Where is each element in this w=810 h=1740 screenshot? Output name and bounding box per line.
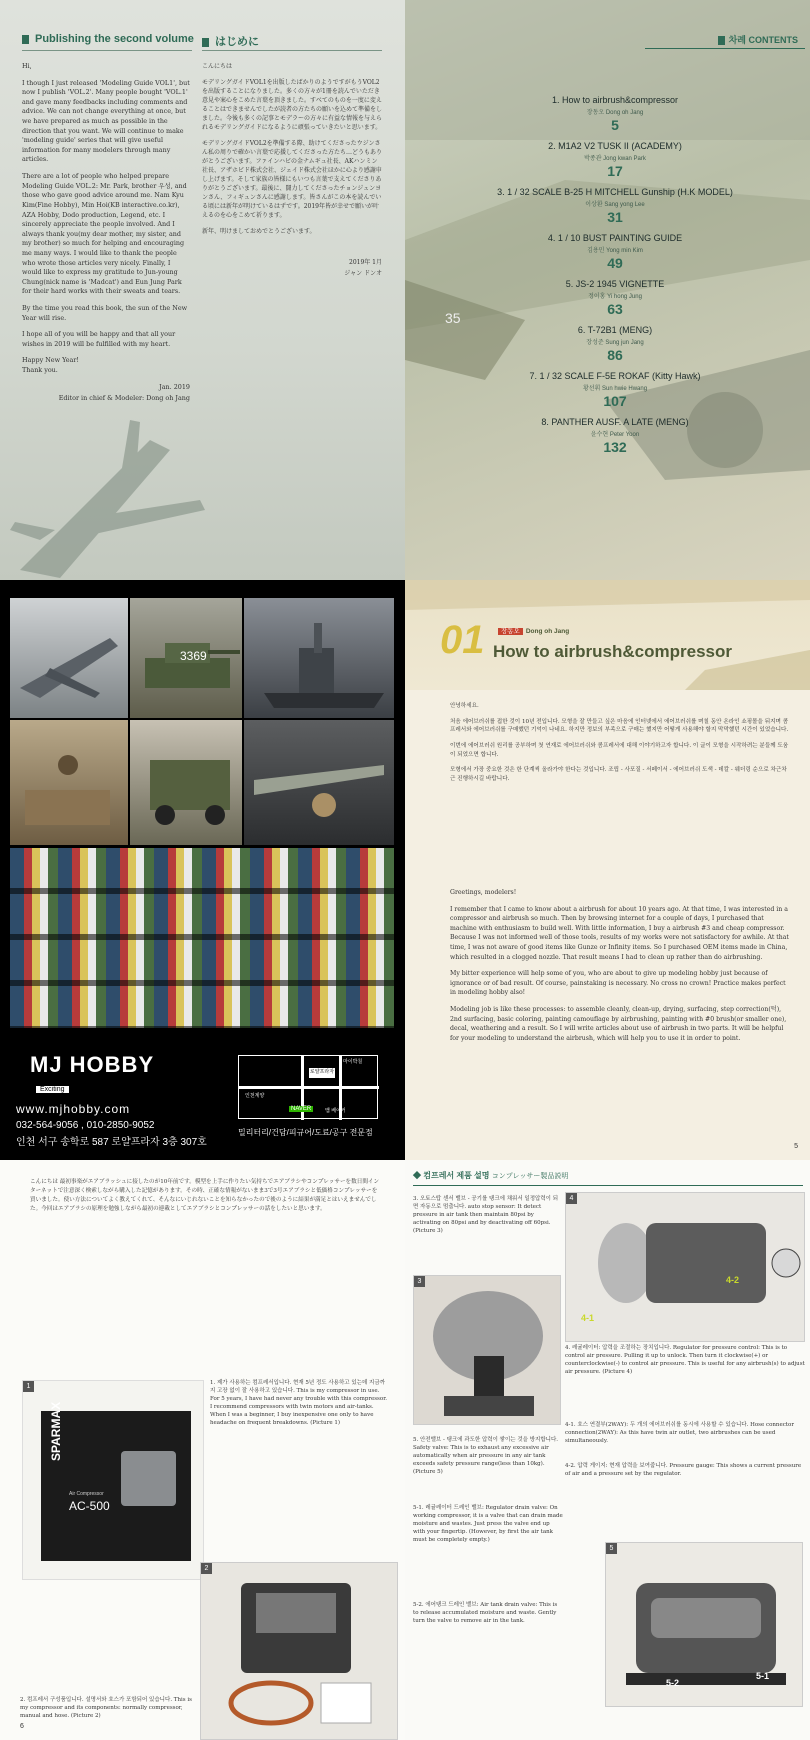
toc-item[interactable]: 4. 1 / 10 BUST PAINTING GUIDE 김용민 Yong min Kim 49 — [547, 233, 683, 271]
aircraft-number-label: 35 — [445, 310, 461, 326]
caption-picture-5-1: 5-1. 레귤레이터 드레인 밸브: Regulator drain valve: On working compressor, it is a valve that can drain made moisture and wastes. Just press the valve end up with your fingertip. (However, by first the air tank must be completely empty.) — [413, 1505, 563, 1543]
figure-aircraft-photo — [244, 720, 394, 845]
page-number: 5 — [794, 1143, 798, 1150]
caption-picture-2: 2. 컴프레서 구성품입니다. 설명서와 호스가 포함되어 있습니다. This is my compressor and its components: normally compressor, manual and hose. (Picture 2) — [20, 1697, 192, 1719]
website-link[interactable]: www.mjhobby.com — [16, 1102, 131, 1116]
toc-list — [465, 95, 765, 463]
title-marker-icon — [22, 35, 29, 44]
preface-jp-text: こんにちは モデリングガイドVOL1を出版したばかりのようですがもうVOL2を出版することになりました。多くの方々が1冊を読んでいただき意見や案心をこめた言葉を頂きました。すべてのものを一度に変えることはできませんでしたが読者の方たちの願いを込めて準備をしました。今後も多くの記事とモデラーの方々に有益な情報を与えられるモデリングガイドになるように頑張っていきたいと思います。 モデリングガイドVOL2を準備する際、助けてくださったウジンさん私の周りで確かい言葉で応援してくださった方たち…どうもありがとうございます。ファインハビの金ナムギュ社長、AKハンミン社長、アザホビド株式会社、ジェイド株式会社ほかに心より感謝申し上げます。そして家族の皆様にもいつも言葉で支えてくださりありがとうございます。最後に、闘力してくださったチョンジュンヨンさん、フィギュンさんに感謝します。皆さんがこの本を読んでいる頃には新年が明けているはずです。2019年皆が幸せで願いが叶えるのを心をこめて祈ります。 新年、明けましておめでとうございます。 2019年 1月 ジャン ドンオ — [202, 63, 383, 277]
preface-en-text: Hi, I though I just released 'Modeling Guide VOL1', but now I publish 'VOL.2'. Many people bought 'VOL.1' and gave many feedbacks including comments and advice. We can not change everything at once, but we have prepared as much as possible in the direction that you want. We will continue to make 'modeling guide' series that will give useful information for many modelers through many articles. There are a lot of people who helped prepare Modeling Guide VOL.2: Mr. Park, brother 우성, and those who gave good advice around me. Nam Kyu Kim(Fine Hobby), Min Hoi(KB interactive.co.kr), AZA Hobby, Dodo production, Legend, etc. I sincerely appreciate the people involved. And I always thank you(my dear mother, my sister, and my brother) so much for helping and encouraging me many ways. I would like to thank the people who wrote those articles very nicely. Finally, I would like to express my gratitude to Jun-young Chung(nick name is 'Madcat') and Eun Jung Park for their hard works with their sweats and tears. By the time you read this book, the sun of the New Year will rise. I hope all of you will be happy and that all your wishes in 2019 will be fulfilled with my heart. Happy New Year! Thank you. Jan. 2019 Editor in chief & Modeler: Dong oh Jang — [22, 62, 190, 403]
article-page-right — [405, 1160, 810, 1740]
caption-picture-5: 5. 안전밸브 - 탱크에 과도한 압력이 쌓이는 것을 방지합니다. Safety valve: This is to exhaust any excessive air automatically when air pressure in any air tank exceeds safety pressure range(less than 10kg). (Picture 5) — [413, 1437, 559, 1475]
page-number: 6 — [20, 1723, 24, 1730]
toc-item[interactable]: 7. 1 / 32 SCALE F-5E ROKAF (Kitty Hawk) 황선휘 Sun hwie Hwang 107 — [529, 371, 701, 409]
toc-item[interactable]: 5. JS-2 1945 VIGNETTE 정이홍 Yi hong Jung 63 — [565, 279, 665, 317]
tank-model-photo — [130, 598, 242, 718]
toc-item[interactable]: 2. M1A2 V2 TUSK II (ACADEMY) 박종관 Jong kwan Park 17 — [548, 141, 682, 179]
caption-picture-5-2: 5-2. 에어탱크 드레인 밸브: Air tank drain valve: This is to release accumulated moisture and waste. Gently turn the valve to remove air in the tank. — [413, 1602, 558, 1624]
chapter-opening-page — [405, 580, 810, 1160]
toc-page — [405, 0, 810, 580]
toc-item[interactable]: 6. T-72B1 (MENG) 장성준 Sung jun Jang 86 — [577, 325, 653, 363]
chapter-title: How to airbrush&compressor — [493, 642, 732, 661]
toc-item[interactable]: 1. How to airbrush&compressor 장동오 Dong oh Jang 5 — [551, 95, 679, 133]
caption-picture-3: 3. 오토스탑 센서 밸브 - 공기를 탱크에 채워서 일정압력이 되면 자동으로 멈춥니다. auto stop sensor: It detect pressure in air tank then maintain 80psi by activating on 80psi and by deactivating off 60psi. (Picture 3) — [413, 1196, 559, 1234]
phone-numbers: 032-564-9056 , 010-2850-9052 — [16, 1120, 155, 1131]
chapter-number: 01 — [440, 618, 485, 662]
caption-picture-1: 1. 제가 사용하는 컴프레서입니다. 현재 5년 정도 사용하고 있는데 지금까지 고장 없이 잘 사용하고 있습니다. This is my compressor in use. For 5 years, I have had never any trouble with this compressor. I recommend compressors with twin motors and air-tanks. When I was a beginner, I buy inexpensive one only to have headache on frequent breakdowns. (Picture 1) — [210, 1380, 387, 1426]
preface-page — [0, 0, 405, 580]
chapter-author: 장동오 Dong oh Jang — [498, 626, 569, 635]
military-truck-photo — [130, 720, 242, 845]
naver-badge: NAVER — [291, 1106, 312, 1112]
tank-number-label: 3369 — [180, 649, 207, 663]
jet-aircraft-image — [0, 410, 230, 580]
compressor-drain-valve-photo: 5 5-2 5-1 — [605, 1542, 803, 1707]
jet-model-photo — [10, 598, 128, 718]
mjhobby-advertisement — [0, 580, 405, 1160]
battleship-model-photo — [244, 598, 394, 718]
store-address: 인천 서구 송학로 587 로얄프라자 3층 307호 — [16, 1137, 207, 1148]
caption-picture-4: 4. 레귤레이터: 압력을 조절하는 장치입니다. Regulator for pressure control: This is to control air pressure. Pulling it up to unlock. Then turn it clockwise(+) or counterclockwise(-) to control air pressure. This is useful for any airbrush(s) to adjust air pressure. (Picture 4) — [565, 1345, 805, 1375]
compressor-closeup-photo: 3 — [413, 1275, 561, 1425]
compressor-box-photo: 1 SPARMAX Air Compressor AC-500 — [22, 1380, 204, 1580]
chapter-english-text: Greetings, modelers! I remember that I came to know about a airbrush for about 10 years ago. At that time, I was interested in a compressor and airbrush so much. Then by browsing internet for a couple of days, I purchased that machine with enthusiasm to build well. With little information, I buy a airbrush #3 and cheap compressor. Because I was not informed well of those tools, results of my works were not satisfactory for awhile. At that time, I was not aware of good items like Gunze or Infinity items. So I purchased OEM items made in China, which resulted in a clogged nozzle. That result means I had to clean up rather than do airbrushing. My bitter experience will help some of you, who are about to give up modeling hobby just because of ignorance or of bad result. Of course, painstaking is necessary. No cross no crown! Practice makes perfect in modeling hobby also! Modeling job is like these processes: to assemble cleanly, clean-up, drying, surfacing, step correction(턱), 2nd surfacing, basic coloring, painting camouflage by airbrushing, painting with #0 brush(or smaller one), decal, weathering and a result. So I will write articles about use of airbrush in two parts. It will be helpful for your modeling to understand the airbrush, which will help you to use it in order to point. — [450, 889, 789, 1042]
section-header: ◆ 컴프레서 제품 설명 コンプレッサー製品説明 — [413, 1170, 803, 1186]
article-japanese-intro: こんにちは 最初事楽がエアブラッシュに接したのが10年前です。模型を上手に作りたい気持ちでエアブラシやコンプレッサーを数日間インターネットで注意深く検索しながら購入した記憶があります。その時、正確な情報がないまま3で3号エアブラシと低価格コンプレッサーを買いました。使い方法についてよく教えてくれて、そんなにいじれないことを知らなかったので後のように結果が満足とはいえませんでした。今回はエアブラシの原理を勉強しながら最初の連載としてエアブラシとコンプレッサーの話をしたいと思います。 — [30, 1179, 380, 1212]
preface-title-jp: はじめに — [202, 33, 259, 49]
chapter-korean-text: 안녕하세요. 처음 에어브러쉬를 접한 것이 10년 전입니다. 모형을 잘 만들고 싶은 마음에 인터넷에서 에어브러쉬를 며칠 동안 온라인 쇼핑몰을 뒤지며 콤프레서와 에어브러쉬를 구매했던 기억이 나네요. 하지만 정보의 부족으로 구매는 했지만 어떻게 사용해야 할지 막막했던 시간이 있었습니다. 이번에 에어브러쉬 원리를 공부하며 첫 연재로 에어브러쉬와 콤프레서에 대해 이야기하고자 합니다. 이 글이 모형을 시작하려는 분들께 도움이 되었으면 합니다. 모형에서 가장 중요한 것은 한 단계씩 올라가야 한다는 것입니다. 조립 - 사포질 - 서페이서 - 에어브러쉬 도색 - 데칼 - 웨더링 순으로 차근차근 진행하시길 바랍니다. — [450, 703, 789, 782]
preface-title-en: Publishing the second volume — [22, 33, 194, 45]
shop-specialty-caption: 밀리터리/건담/피규어/도료/공구 전문점 — [238, 1128, 373, 1137]
mjhobby-logo: MJ HOBBY Exciting — [30, 1052, 155, 1093]
toc-item[interactable]: 8. PANTHER AUSF. A LATE (MENG) 윤수현 Peter Yoon 132 — [541, 417, 689, 455]
soldier-diorama-photo — [10, 720, 128, 845]
title-marker-icon — [202, 38, 209, 47]
toc-header: 차례 CONTENTS — [718, 33, 798, 46]
store-location-map: 로얄프라자 마이박칠 인천계양 NAVER 맵 베이커 — [238, 1055, 378, 1119]
compressor-regulator-photo: 4 4-2 4-1 — [565, 1192, 805, 1342]
toc-item[interactable]: 3. 1 / 32 SCALE B-25 H MITCHELL Gunship (H.K MODEL) 이상환 Sang yong Lee 31 — [497, 187, 733, 225]
caption-picture-4-1: 4-1. 호스 연결부(2WAY): 두 개의 에어브러쉬를 동시에 사용할 수 있습니다. Hose connector connection(2WAY): As this have twin air outlet, two airbrushes can be used simultaneously. — [565, 1422, 794, 1444]
compressor-components-photo: 2 — [200, 1562, 398, 1740]
caption-picture-4-2: 4-2. 압력 게이지: 현재 압력을 보여줍니다. Pressure gauge: This shows a current pressure of air and a pressure set by the regulator. — [565, 1463, 802, 1477]
hobby-shop-shelves-photo — [10, 848, 394, 1028]
article-page-left — [0, 1160, 405, 1740]
